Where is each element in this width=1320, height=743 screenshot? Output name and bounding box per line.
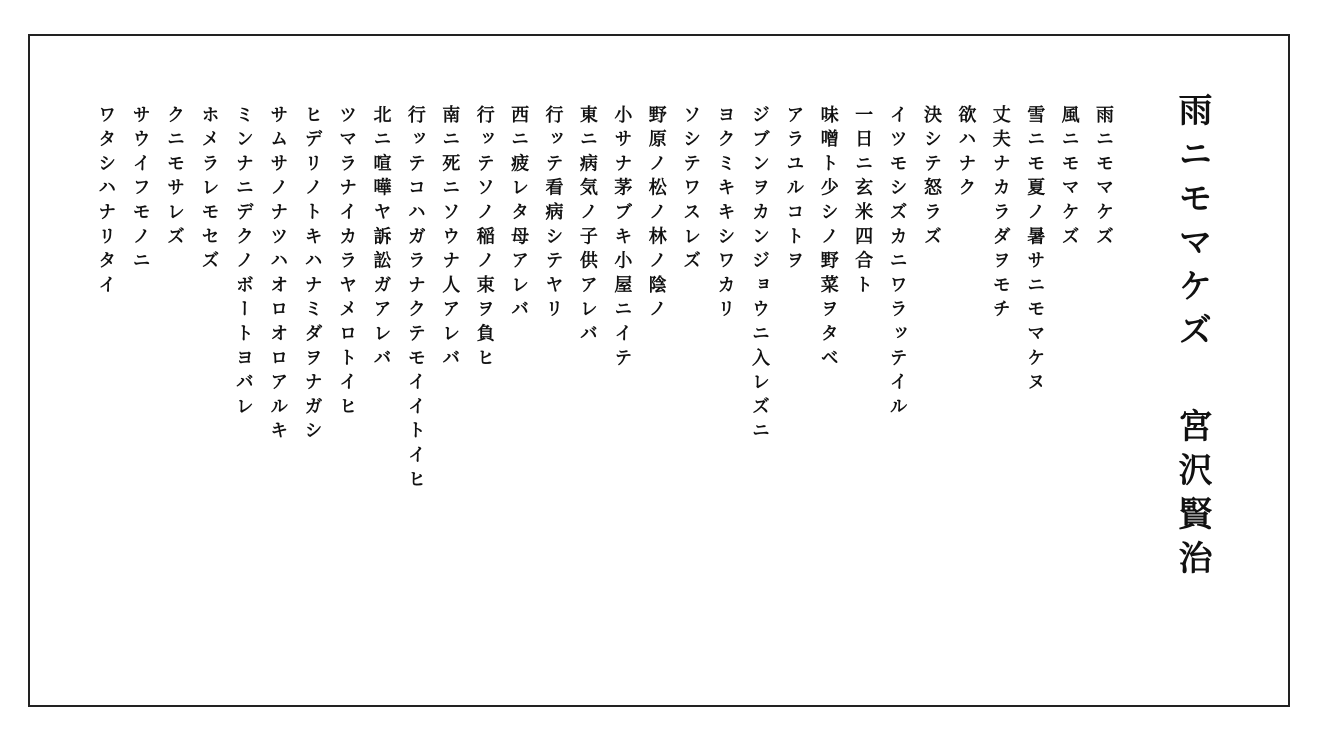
poem-line: サウイフモノニ — [129, 105, 151, 276]
poem-line: 行ッテコハガラナクテモイイトイヒ — [404, 105, 426, 494]
poem-line: 風ニモマケズ — [1058, 105, 1080, 251]
poem-line: ヨクミキキシワカリ — [714, 105, 736, 324]
poem-line: 北ニ喧嘩ヤ訴訟ガアレバ — [370, 105, 392, 373]
poem-line: 小サナ茅ブキ小屋ニイテ — [611, 105, 633, 373]
poem-line: 行ッテソノ稲ノ束ヲ負ヒ — [473, 105, 495, 373]
title-column — [1168, 92, 1216, 584]
poem-line: 丈夫ナカラダヲモチ — [989, 105, 1011, 324]
poem-line: 東ニ病気ノ子供アレバ — [576, 105, 598, 348]
poem-title: 雨ニモマケズ — [1172, 92, 1212, 356]
poem-line: 南ニ死ニソウナ人アレバ — [439, 105, 461, 373]
poem-line: 一日ニ玄米四合ト — [852, 105, 874, 300]
poem-line: ミンナニデクノボートヨバレ — [232, 105, 254, 421]
poem-line: 味噌ト少シノ野菜ヲタベ — [817, 105, 839, 373]
poem-line: 雪ニモ夏ノ暑サニモマケヌ — [1024, 105, 1046, 397]
poem-line: イツモシズカニワラッテイル — [886, 105, 908, 421]
poem-line: 行ッテ看病シテヤリ — [542, 105, 564, 324]
poem-line: ジブンヲカンジョウニ入レズニ — [748, 105, 770, 446]
poem-author: 宮沢賢治 — [1172, 408, 1212, 584]
poem-body — [88, 105, 1120, 665]
poem-line: クニモサレズ — [164, 105, 186, 251]
poem-line: ワタシハナリタイ — [95, 105, 117, 300]
poem-line: ツマラナイカラヤメロトイヒ — [336, 105, 358, 421]
poem-line: 西ニ疲レタ母アレバ — [508, 105, 530, 324]
poem-line: 雨ニモマケズ — [1093, 105, 1114, 251]
poem-line: 欲ハナク — [955, 105, 977, 203]
poem-line: ソシテワスレズ — [680, 105, 702, 276]
poem-line: サムサノナツハオロオロアルキ — [267, 105, 289, 446]
poem-line: アラユルコトヲ — [783, 105, 805, 276]
poem-line: ホメラレモセズ — [198, 105, 220, 276]
poem-line: ヒデリノトキハナミダヲナガシ — [301, 105, 323, 446]
poem-line: 決シテ怒ラズ — [920, 105, 942, 251]
poem-line: 野原ノ松ノ林ノ陰ノ — [645, 105, 667, 324]
